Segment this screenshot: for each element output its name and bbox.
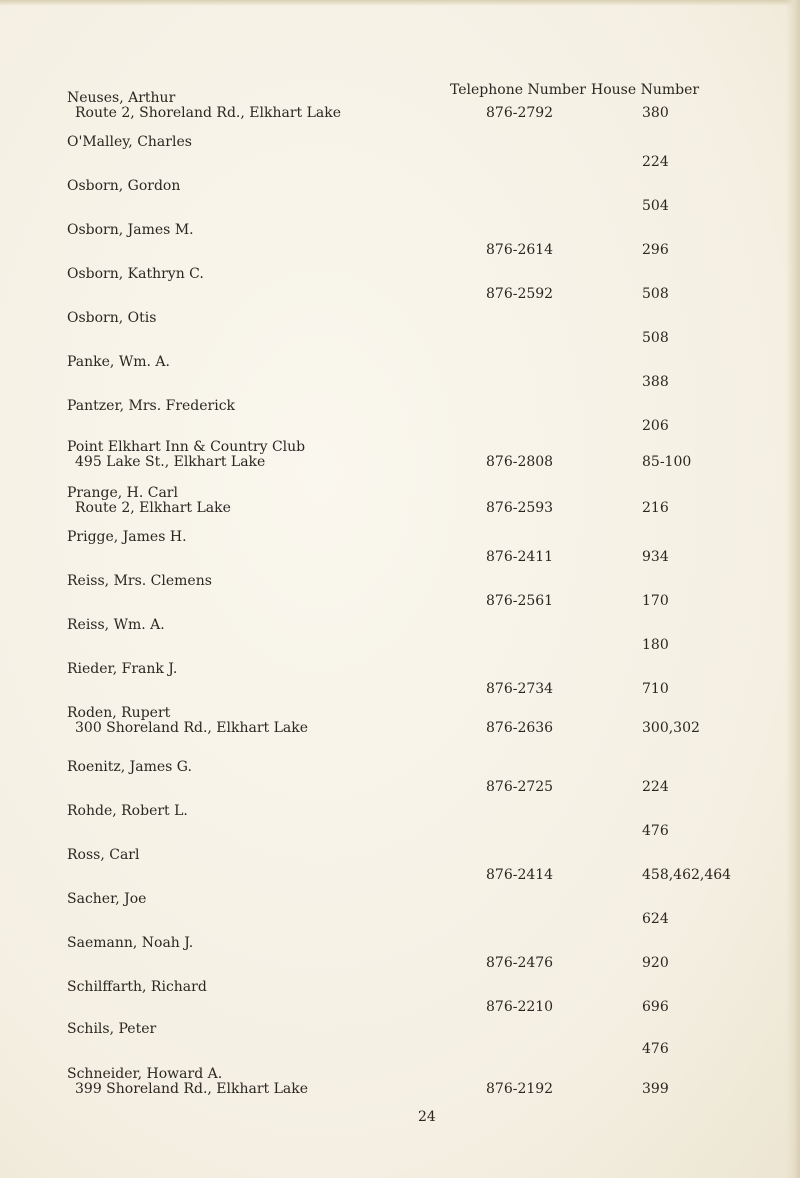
list-item	[0, 759, 800, 799]
house-number: 380	[642, 105, 669, 121]
resident-name: Roenitz, James G.	[67, 759, 192, 775]
resident-name: Roden, Rupert	[67, 705, 171, 721]
resident-name: Osborn, James M.	[67, 222, 194, 238]
resident-name: Prange, H. Carl	[67, 485, 178, 501]
list-item	[0, 979, 800, 1019]
telephone-number-header: Telephone Number	[450, 82, 586, 98]
list-item	[0, 529, 800, 569]
list-item	[0, 222, 800, 262]
resident-name: Panke, Wm. A.	[67, 354, 170, 370]
list-item	[0, 1021, 800, 1061]
resident-name: Osborn, Gordon	[67, 178, 181, 194]
resident-name: Schils, Peter	[67, 1021, 157, 1037]
list-item	[0, 90, 800, 130]
resident-name: Point Elkhart Inn & Country Club	[67, 439, 306, 455]
list-item	[0, 485, 800, 525]
house-number: 696	[642, 999, 669, 1015]
house-number: 504	[642, 198, 669, 214]
list-item	[0, 134, 800, 174]
resident-name: Osborn, Otis	[67, 310, 157, 326]
list-item	[0, 266, 800, 306]
resident-address: Route 2, Shoreland Rd., Elkhart Lake	[75, 105, 341, 121]
house-number: 399	[642, 1081, 669, 1097]
house-number: 388	[642, 374, 669, 390]
resident-name: Ross, Carl	[67, 847, 140, 863]
list-item	[0, 398, 800, 438]
list-item	[0, 1066, 800, 1106]
resident-name: Sacher, Joe	[67, 891, 147, 907]
list-item	[0, 178, 800, 218]
resident-name: O'Malley, Charles	[67, 134, 192, 150]
house-number: 216	[642, 500, 669, 516]
house-number: 934	[642, 549, 669, 565]
list-item	[0, 310, 800, 350]
list-item	[0, 803, 800, 843]
page-top-edge	[0, 0, 800, 6]
telephone-number: 876-2593	[486, 500, 554, 516]
house-number: 508	[642, 286, 669, 302]
house-number: 476	[642, 823, 669, 839]
resident-name: Reiss, Mrs. Clemens	[67, 573, 212, 589]
resident-name: Pantzer, Mrs. Frederick	[67, 398, 236, 414]
house-number: 920	[642, 955, 669, 971]
house-number: 710	[642, 681, 669, 697]
resident-name: Rohde, Robert L.	[67, 803, 188, 819]
list-item	[0, 705, 800, 745]
telephone-number: 876-2792	[486, 105, 554, 121]
telephone-number: 876-2734	[486, 681, 554, 697]
house-number: 624	[642, 911, 669, 927]
resident-address: 399 Shoreland Rd., Elkhart Lake	[75, 1081, 309, 1097]
list-item	[0, 935, 800, 975]
list-item	[0, 661, 800, 701]
house-number: 170	[642, 593, 669, 609]
house-number: 180	[642, 637, 669, 653]
telephone-number: 876-2614	[486, 242, 554, 258]
list-item	[0, 439, 800, 479]
resident-name: Reiss, Wm. A.	[67, 617, 165, 633]
telephone-number: 876-2210	[486, 999, 554, 1015]
resident-name: Schilffarth, Richard	[67, 979, 207, 995]
telephone-number: 876-2725	[486, 779, 554, 795]
list-item	[0, 847, 800, 887]
resident-name: Schneider, Howard A.	[67, 1066, 223, 1082]
telephone-number: 876-2414	[486, 867, 554, 883]
house-number: 508	[642, 330, 669, 346]
resident-address: 300 Shoreland Rd., Elkhart Lake	[75, 720, 309, 736]
page-number: 24	[418, 1109, 436, 1125]
house-number-header: House Number	[591, 82, 700, 98]
house-number: 300,302	[642, 720, 700, 736]
resident-name: Neuses, Arthur	[67, 90, 176, 106]
resident-address: Route 2, Elkhart Lake	[75, 500, 231, 516]
telephone-number: 876-2561	[486, 593, 554, 609]
list-item	[0, 354, 800, 394]
house-number: 224	[642, 154, 669, 170]
telephone-number: 876-2476	[486, 955, 554, 971]
house-number: 224	[642, 779, 669, 795]
telephone-number: 876-2808	[486, 454, 554, 470]
resident-name: Osborn, Kathryn C.	[67, 266, 204, 282]
resident-address: 495 Lake St., Elkhart Lake	[75, 454, 266, 470]
telephone-number: 876-2636	[486, 720, 554, 736]
house-number: 85-100	[642, 454, 692, 470]
list-item	[0, 573, 800, 613]
house-number: 458,462,464	[642, 867, 732, 883]
telephone-number: 876-2411	[486, 549, 554, 565]
resident-name: Rieder, Frank J.	[67, 661, 178, 677]
resident-name: Prigge, James H.	[67, 529, 187, 545]
list-item	[0, 891, 800, 931]
house-number: 476	[642, 1041, 669, 1057]
list-item	[0, 617, 800, 657]
telephone-number: 876-2592	[486, 286, 554, 302]
house-number: 296	[642, 242, 669, 258]
house-number: 206	[642, 418, 669, 434]
telephone-number: 876-2192	[486, 1081, 554, 1097]
resident-name: Saemann, Noah J.	[67, 935, 194, 951]
